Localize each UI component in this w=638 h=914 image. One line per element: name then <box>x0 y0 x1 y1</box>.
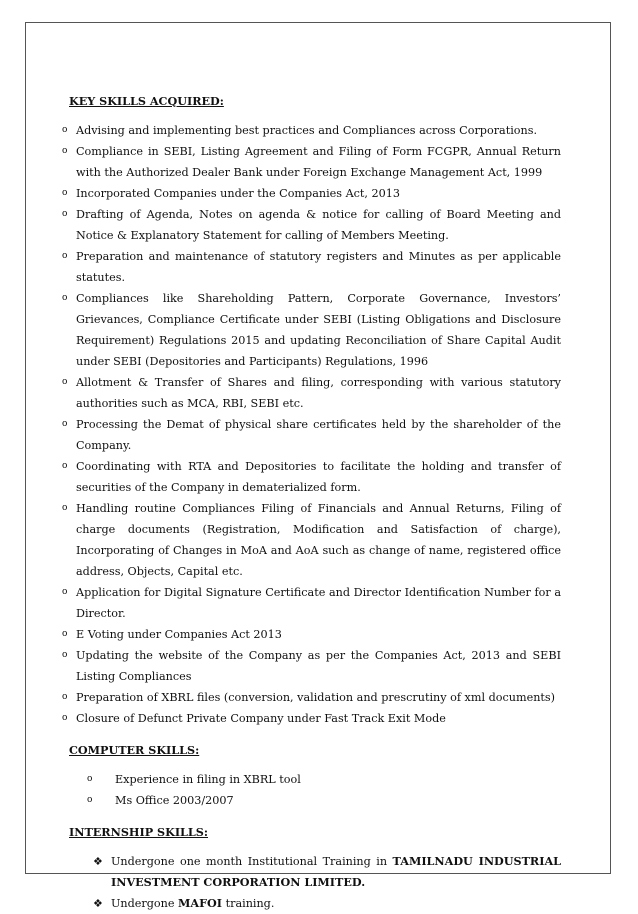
circle-bullet-icon: o <box>87 774 93 784</box>
list-item: o Experience in filing in XBRL tool <box>69 769 561 790</box>
list-item: o Allotment & Transfer of Shares and filing, corresponding with various statutory authorities such as MCA, RBI, SEBI etc. <box>69 372 561 414</box>
list-item: o Coordinating with RTA and Depositories to facilitate the holding and transfer of securities of the Company in dematerialized form. <box>69 456 561 498</box>
circle-bullet-icon: o <box>62 251 68 261</box>
list-item: o Processing the Demat of physical share certificates held by the shareholder of the Company. <box>69 414 561 456</box>
circle-bullet-icon: o <box>62 419 68 429</box>
circle-bullet-icon: o <box>62 629 68 639</box>
resume-page <box>62 94 561 914</box>
circle-bullet-icon: o <box>87 795 93 805</box>
circle-bullet-icon: o <box>62 503 68 513</box>
circle-bullet-icon: o <box>62 692 68 702</box>
list-item: o Compliance in SEBI, Listing Agreement and Filing of Form FCGPR, Annual Return with the Authorized Dealer Bank under Foreign Exchange Management Act, 1999 <box>69 141 561 183</box>
circle-bullet-icon: o <box>62 146 68 156</box>
list-item: o E Voting under Companies Act 2013 <box>69 624 561 645</box>
list-item: o Compliances like Shareholding Pattern, Corporate Governance, Investors’ Grievances, Compliance Certificate under SEBI (Listing Obligations and Disclosure Requirement) Regulations 2015 and updating Reconciliation of Share Capital Audit under SEBI (Depositories and Participants) Regulations, 1996 <box>69 288 561 372</box>
internship-skills-heading: INTERNSHIP SKILLS: <box>69 825 209 839</box>
list-item: o Preparation and maintenance of statutory registers and Minutes as per applicable statutes. <box>69 246 561 288</box>
organization-name: TAMILNADU INDUSTRIAL INVESTMENT CORPORATION LIMITED. <box>111 854 561 889</box>
circle-bullet-icon: o <box>62 713 68 723</box>
list-item: o Closure of Defunct Private Company under Fast Track Exit Mode <box>69 708 561 729</box>
internship-skills-list <box>69 851 561 914</box>
diamond-bullet-icon: ❖ <box>93 855 103 868</box>
key-skills-list <box>62 120 561 729</box>
list-item: o Application for Digital Signature Certificate and Director Identification Number for a Director. <box>69 582 561 624</box>
circle-bullet-icon: o <box>62 587 68 597</box>
list-item: o Preparation of XBRL files (conversion, validation and prescrutiny of xml documents) <box>69 687 561 708</box>
diamond-bullet-icon: ❖ <box>93 897 103 910</box>
key-skills-heading: KEY SKILLS ACQUIRED: <box>69 94 224 108</box>
computer-skills-heading: COMPUTER SKILLS: <box>69 743 200 757</box>
circle-bullet-icon: o <box>62 125 68 135</box>
list-item: o Incorporated Companies under the Companies Act, 2013 <box>69 183 561 204</box>
circle-bullet-icon: o <box>62 650 68 660</box>
circle-bullet-icon: o <box>62 293 68 303</box>
computer-skills-list <box>69 769 561 811</box>
circle-bullet-icon: o <box>62 209 68 219</box>
circle-bullet-icon: o <box>62 377 68 387</box>
list-item: o Ms Office 2003/2007 <box>69 790 561 811</box>
training-name: MAFOI <box>178 896 223 910</box>
list-item: o Drafting of Agenda, Notes on agenda & notice for calling of Board Meeting and Notice & Explanatory Statement for calling of Members Meeting. <box>69 204 561 246</box>
list-item: o Updating the website of the Company as per the Companies Act, 2013 and SEBI Listing Compliances <box>69 645 561 687</box>
circle-bullet-icon: o <box>62 461 68 471</box>
list-item: ❖ Undergone one month Institutional Training in TAMILNADU INDUSTRIAL INVESTMENT CORPORATION LIMITED. <box>69 851 561 893</box>
circle-bullet-icon: o <box>62 188 68 198</box>
list-item: o Advising and implementing best practices and Compliances across Corporations. <box>69 120 561 141</box>
list-item: ❖ Undergone MAFOI training. <box>69 893 561 914</box>
list-item: o Handling routine Compliances Filing of Financials and Annual Returns, Filing of charge documents (Registration, Modification and Satisfaction of charge), Incorporating of Changes in MoA and AoA such as change of name, registered office address, Objects, Capital etc. <box>69 498 561 582</box>
